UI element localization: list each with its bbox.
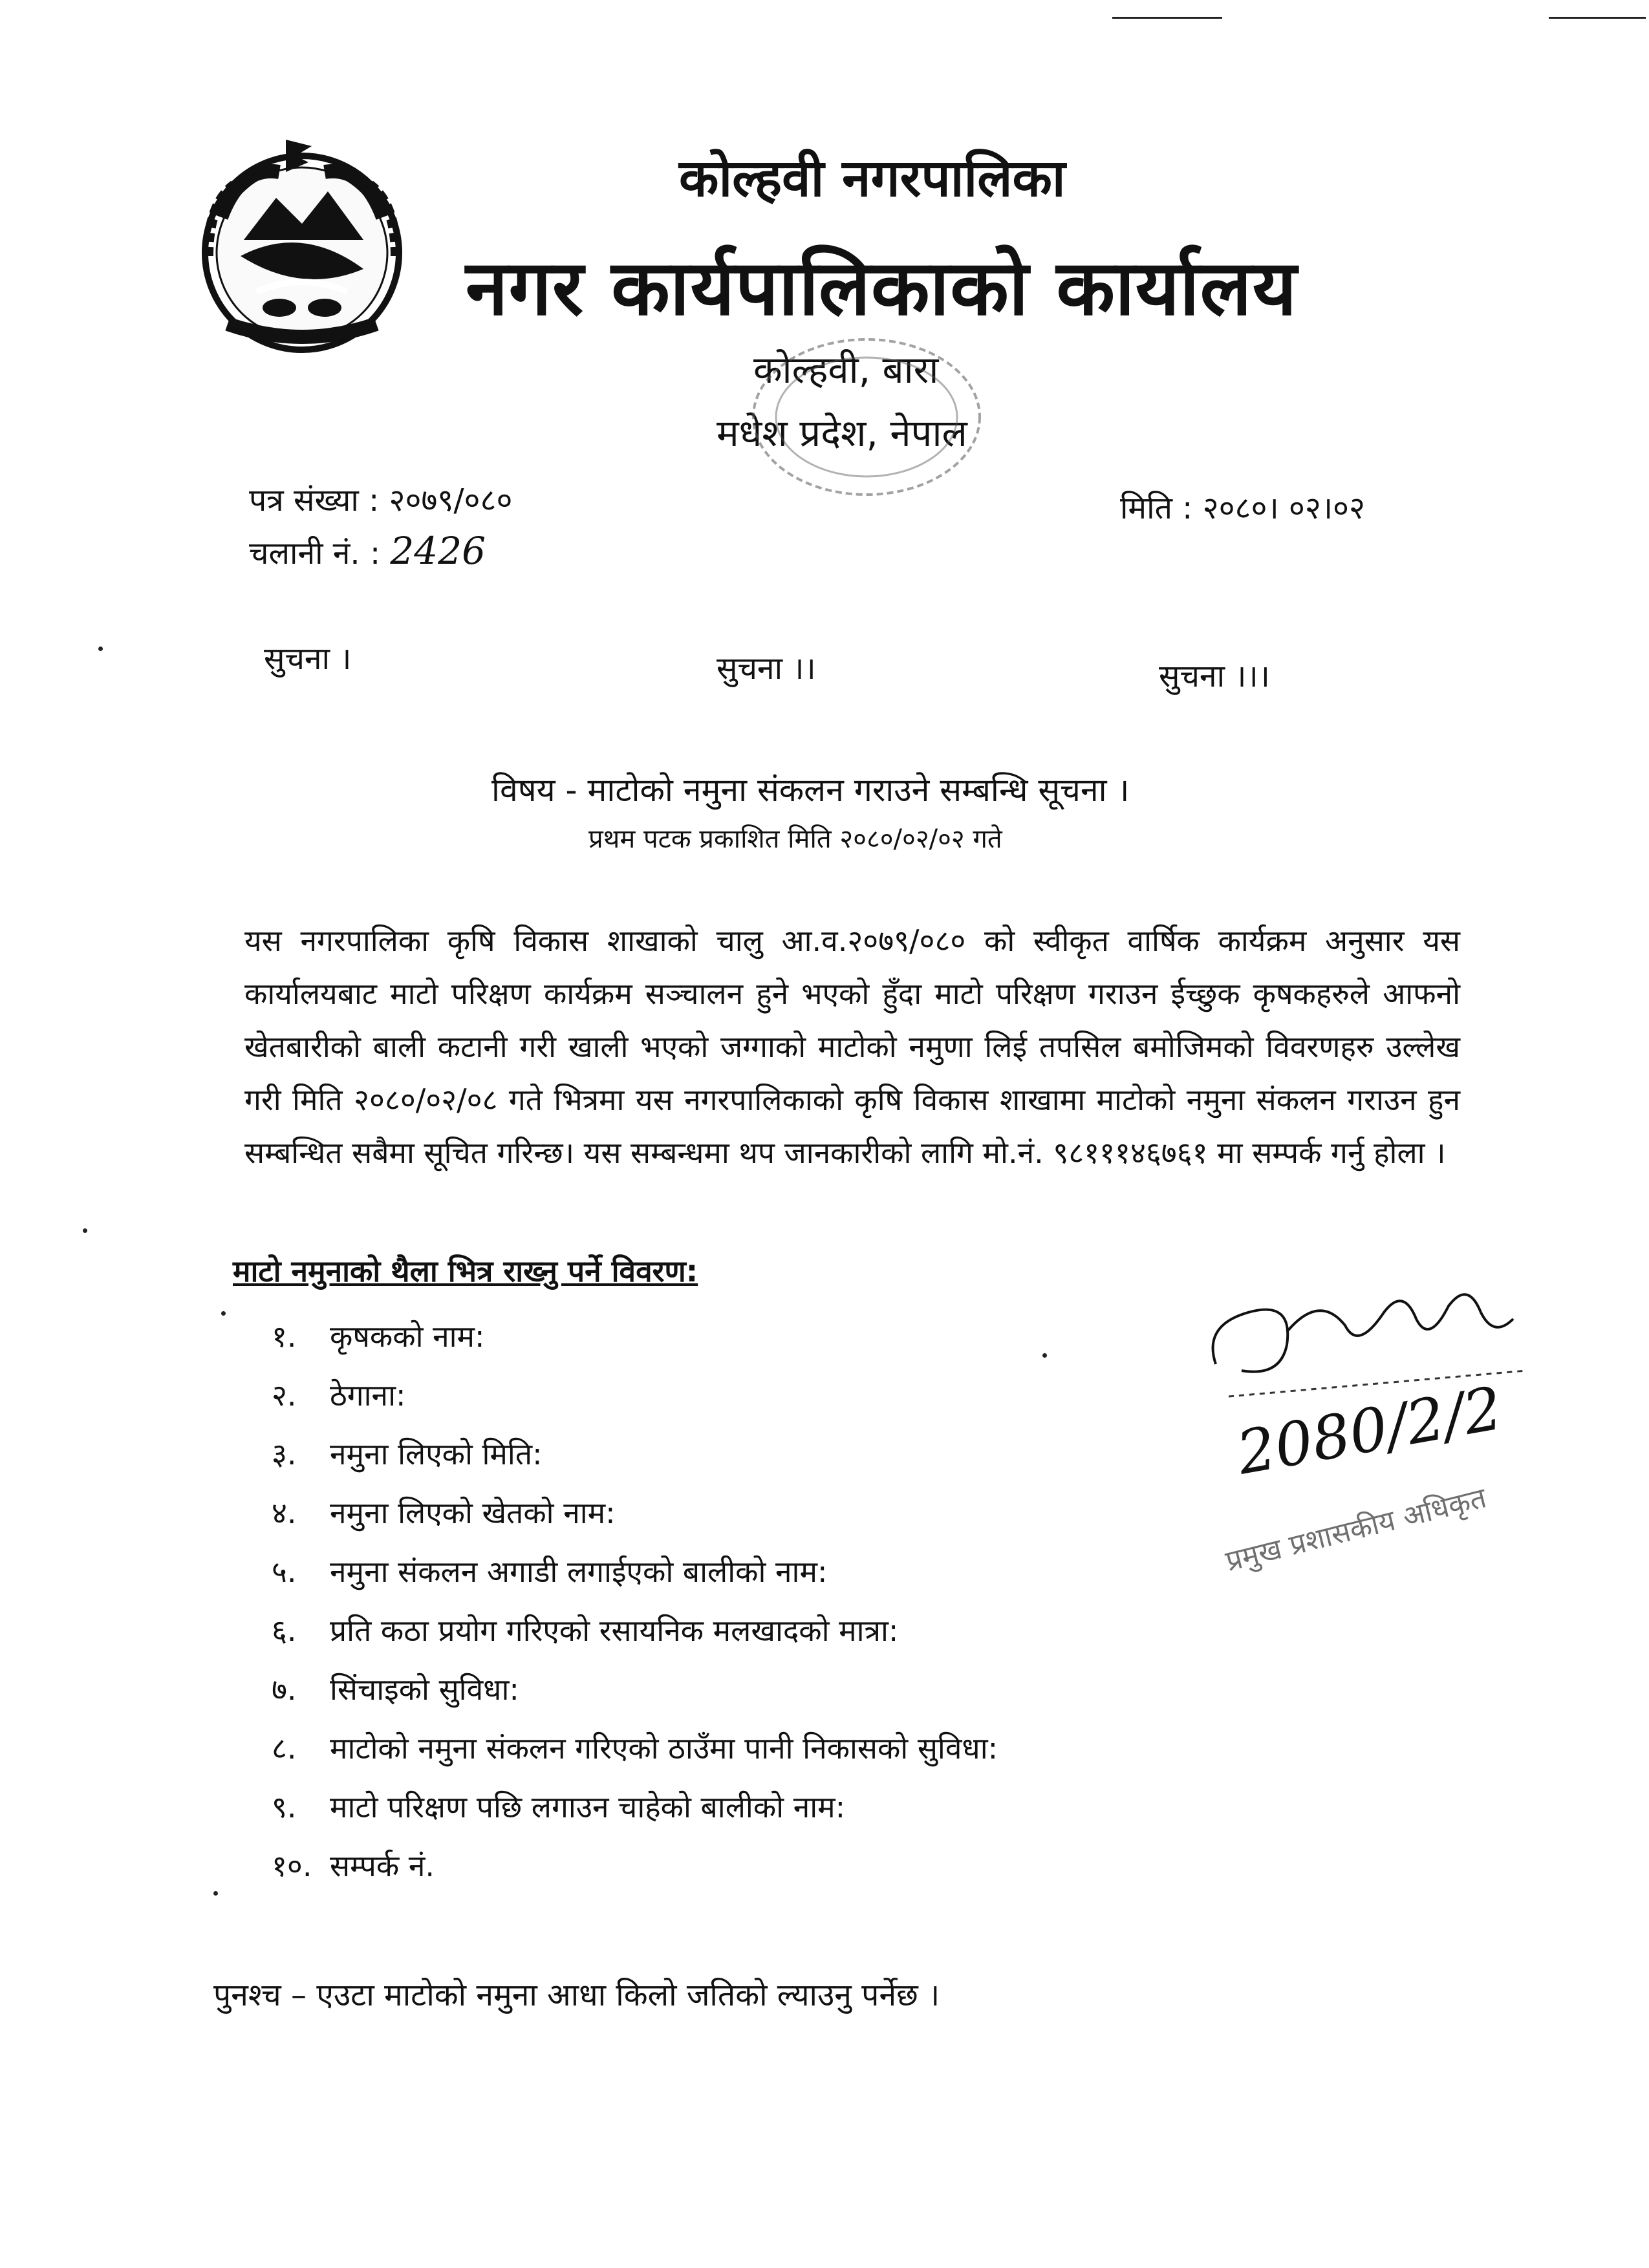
list-item: ८. माटोको नमुना संकलन गरिएको ठाउँमा पानी निकासको सुविधा: bbox=[272, 1731, 998, 1766]
list-item: ६. प्रति कठा प्रयोग गरिएको रसायनिक मलखादको मात्रा: bbox=[272, 1613, 899, 1648]
signature-date: 2080/2/2 bbox=[1232, 1373, 1507, 1488]
dispatch-number-value: 2426 bbox=[390, 529, 486, 573]
postscript: पुनश्च – एउटा माटोको नमुना आधा किलो जतिको ल्याउनु पर्नेछ । bbox=[213, 1977, 940, 2013]
list-item: ९. माटो परिक्षण पछि लगाउन चाहेको बालीको नाम: bbox=[272, 1790, 846, 1824]
handwritten-signature-icon bbox=[1190, 1267, 1552, 1603]
letter-number-label: पत्र संख्या : bbox=[249, 482, 380, 519]
first-published-date: प्रथम पटक प्रकाशित मिति २०८०/०२/०२ गते bbox=[588, 824, 1002, 854]
top-rule-left bbox=[1112, 17, 1222, 19]
nepal-government-emblem-icon bbox=[182, 127, 422, 359]
sample-details-list bbox=[272, 1307, 998, 1896]
list-item: १०. सम्पर्क नं. bbox=[272, 1848, 435, 1883]
letter-number-value: २०७९/०८० bbox=[389, 482, 513, 519]
notice-heading-1: सुचना । bbox=[264, 641, 352, 677]
letter-date-value: २०८०। ०२।०२ bbox=[1202, 490, 1365, 526]
office-name: नगर कार्यपालिकाको कार्यालय bbox=[466, 243, 1298, 332]
list-item: ७. सिंचाइको सुविधा: bbox=[272, 1672, 519, 1707]
letter-date bbox=[1120, 486, 1365, 528]
subject-line: विषय - माटोको नमुना संकलन गराउने सम्बन्धि सूचना । bbox=[491, 771, 1130, 809]
list-item: ३. नमुना लिएको मिति: bbox=[272, 1437, 543, 1471]
scan-speck bbox=[213, 1891, 218, 1896]
sample-bag-details-heading: माटो नमुनाको थैला भित्र राख्नु पर्ने विवरण: bbox=[233, 1254, 698, 1289]
letter-number bbox=[249, 478, 512, 520]
municipality-name: कोल्हवी नगरपालिका bbox=[679, 148, 1066, 208]
dispatch-number bbox=[249, 529, 486, 573]
office-round-stamp-icon bbox=[737, 330, 996, 504]
letter-date-label: मिति : bbox=[1120, 490, 1193, 526]
scan-speck bbox=[221, 1311, 226, 1316]
scan-speck bbox=[1042, 1353, 1047, 1358]
dispatch-number-label: चलानी नं. : bbox=[249, 535, 381, 572]
address-line-2: मधेश प्रदेश, नेपाल bbox=[717, 411, 967, 455]
scan-speck bbox=[83, 1228, 87, 1233]
list-item: ५. नमुना संकलन अगाडी लगाईएको बालीको नाम: bbox=[272, 1554, 828, 1589]
list-item: १. कृषकको नाम: bbox=[272, 1319, 485, 1354]
list-item: २. ठेगाना: bbox=[272, 1378, 406, 1413]
notice-heading-3: सुचना ।।। bbox=[1159, 658, 1270, 694]
signatory-title: प्रमुख प्रशासकीय अधिकृत bbox=[1222, 1481, 1490, 1578]
notice-body: यस नगरपालिका कृषि विकास शाखाको चालु आ.व.२०७९/०८० को स्वीकृत वार्षिक कार्यक्रम अनुसार यस कार्यालयबाट माटो परिक्षण कार्यक्रम सञ्चालन हुने भएको हुँदा माटो परिक्षण गराउन ईच्छुक कृषकहरुले आफनो खेतबारीको बाली कटानी गरी खाली भएको जग्गाको माटोको नमुणा लिई तपसिल बमोजिमको विवरणहरु उल्लेख गरी मिति २०८०/०२/०८ गते भित्रमा यस नगरपालिकाको कृषि विकास शाखामा माटोको नमुना संकलन गराउन हुन सम्बन्धित सबैमा सूचित गरिन्छ। यस सम्बन्धमा थप जानकारीको लागि मो.नं. ९८१११४६७६१ मा सम्पर्क गर्नु होला । bbox=[244, 923, 1460, 1170]
top-rule-right bbox=[1549, 17, 1646, 19]
list-item: ४. नमुना लिएको खेतको नाम: bbox=[272, 1495, 616, 1530]
notice-heading-2: सुचना ।। bbox=[717, 650, 816, 687]
address-line-1: कोल्हवी, बारा bbox=[753, 348, 939, 392]
scan-speck bbox=[98, 647, 103, 651]
